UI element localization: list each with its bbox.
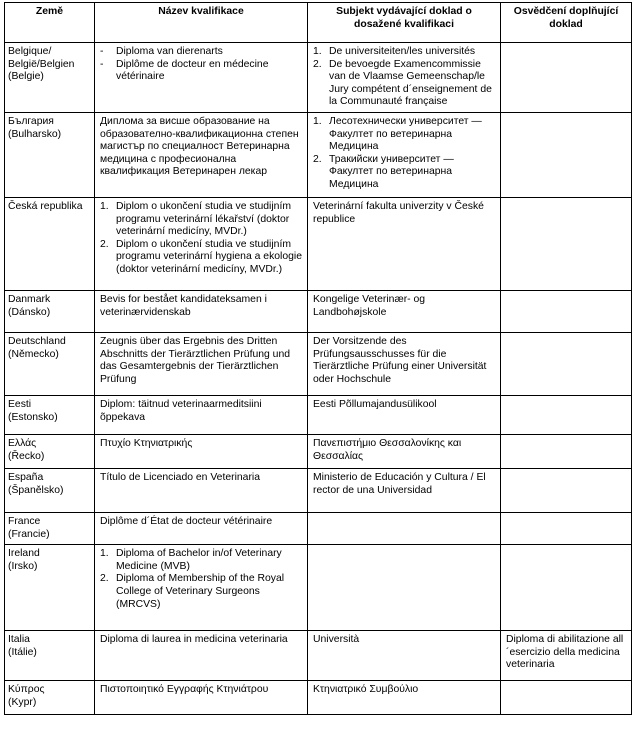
list-marker: 2. [100, 573, 109, 585]
country-name: (Estonsko) [8, 411, 58, 423]
column-header-awarding-body: Subjekt vydávající doklad o dosažené kvalifikaci [308, 3, 501, 43]
table-row [5, 512, 632, 544]
country-cell [5, 112, 95, 197]
table-row [5, 545, 632, 631]
country-cell [5, 395, 95, 434]
country-name: (Dánsko) [8, 306, 51, 318]
qualification-text: Diploma of Bachelor in/of Veterinary Medicine (MVB) [116, 548, 282, 572]
qualification-list [100, 201, 302, 277]
qualification-list-item [100, 201, 302, 239]
qualification-text: Título de Licenciado en Veterinaria [100, 471, 261, 483]
country-name: Eesti [8, 398, 32, 410]
country-name: (Belgie) [8, 71, 44, 83]
qualification-cell [95, 395, 308, 434]
certificate-cell [501, 395, 632, 434]
awarding-body-list [313, 46, 495, 109]
qualification-text: Πτυχίο Κτηνιατρικής [100, 437, 193, 449]
country-name: (Řecko) [8, 450, 45, 462]
awarding-body-cell [308, 681, 501, 715]
qualification-text: Diplôme de docteur en médecine vétérinaire [116, 58, 269, 83]
list-marker: 1. [313, 46, 322, 57]
awarding-body-list-item [313, 154, 495, 192]
country-name: Belgique/ [8, 46, 52, 57]
country-name: België/Belgien [8, 58, 75, 70]
column-header-certificate: Osvědčení doplňující doklad [501, 3, 632, 43]
awarding-body-cell [308, 197, 501, 290]
qualification-cell [95, 468, 308, 512]
qualification-cell [95, 332, 308, 395]
country-cell [5, 545, 95, 631]
qualification-list-item [100, 46, 302, 59]
country-name: (Německo) [8, 348, 59, 360]
country-name: Κύπρος [8, 684, 45, 696]
table-row [5, 631, 632, 681]
qualification-list [100, 46, 302, 84]
awarding-body-list-item [313, 59, 495, 109]
country-name: Danmark [8, 293, 51, 305]
qualification-cell [95, 434, 308, 468]
awarding-body-text: Veterinární fakulta univerzity v České republice [313, 200, 484, 225]
table-row [5, 43, 632, 113]
qualification-list-item [100, 59, 302, 84]
country-cell [5, 681, 95, 715]
country-name: Ελλάς [8, 437, 37, 449]
column-header-qualification: Název kvalifikace [95, 3, 308, 43]
table-row [5, 434, 632, 468]
qualification-cell [95, 681, 308, 715]
list-marker: - [100, 58, 104, 70]
table-row [5, 395, 632, 434]
certificate-cell [501, 434, 632, 468]
country-cell [5, 332, 95, 395]
qualification-text: Diplôme d´État de docteur vétérinaire [100, 515, 273, 527]
awarding-body-cell [308, 290, 501, 332]
certificate-cell [501, 545, 632, 631]
qualification-text: Diplom o ukončení studia ve studijním programu veterinární lékařství (doktor veterinární medicíny, MVDr.) [116, 200, 291, 238]
awarding-body-text: Kongelige Veterinær- og Landbohøjskole [313, 293, 426, 318]
awarding-body-cell [308, 332, 501, 395]
country-cell [5, 197, 95, 290]
awarding-body-list-item [313, 116, 495, 154]
list-marker: 1. [100, 548, 109, 560]
country-name: (Kypr) [8, 696, 37, 708]
qualification-list-item [100, 573, 302, 611]
qualification-cell [95, 197, 308, 290]
country-name: (Itálie) [8, 646, 37, 658]
awarding-body-cell [308, 112, 501, 197]
awarding-body-text: Лесотехнически университет — Факултет по ветеринарна Медицина [329, 115, 482, 153]
table-row [5, 468, 632, 512]
certificate-cell [501, 468, 632, 512]
list-marker: 2. [100, 238, 109, 250]
awarding-body-text: Тракийски университет — Факултет по ветеринарна Медицина [329, 153, 454, 190]
country-name: España [8, 471, 44, 483]
header-row [5, 3, 632, 43]
qualification-cell [95, 43, 308, 113]
certificate-cell [501, 681, 632, 715]
awarding-body-cell [308, 434, 501, 468]
country-cell [5, 43, 95, 113]
qualification-cell [95, 545, 308, 631]
qualification-cell [95, 512, 308, 544]
table-row [5, 290, 632, 332]
country-name: France [8, 515, 41, 527]
awarding-body-text: Ministerio de Educación y Cultura / El rector de una Universidad [313, 471, 486, 496]
qualification-list [100, 548, 302, 611]
qualification-text: Diploma di laurea in medicina veterinaria [100, 634, 288, 646]
list-marker: 1. [100, 200, 109, 212]
certificate-cell [501, 332, 632, 395]
country-name: (Španělsko) [8, 484, 64, 496]
table-row [5, 681, 632, 715]
qualification-cell [95, 290, 308, 332]
list-marker: - [100, 46, 104, 57]
certificate-text: Diploma di abilitazione all´esercizio della medicina veterinaria [506, 634, 624, 671]
awarding-body-text: Der Vorsitzende des Prüfungsausschusses für die Tierärztliche Prüfung einer Universität oder Hochschule [313, 335, 487, 385]
awarding-body-text: De universiteiten/les universités [329, 46, 476, 57]
country-cell [5, 434, 95, 468]
awarding-body-cell [308, 512, 501, 544]
awarding-body-cell [308, 631, 501, 681]
qualification-text: Diplom: täitnud veterinaarmeditsiini õppekava [100, 398, 262, 423]
column-header-country: Země [5, 3, 95, 43]
awarding-body-text: Πανεπιστήμιο Θεσσαλονίκης και Θεσσαλίας [313, 437, 462, 462]
certificate-cell [501, 112, 632, 197]
awarding-body-list [313, 116, 495, 192]
table-row [5, 112, 632, 197]
country-cell [5, 290, 95, 332]
country-name: Ireland [8, 548, 40, 560]
country-cell [5, 512, 95, 544]
table-row [5, 332, 632, 395]
list-marker: 2. [313, 58, 322, 70]
qualification-text: Zeugnis über das Ergebnis des Dritten Abschnitts der Tierärztlichen Prüfung und das Gesamtergebnis der Tierärztlichen Prüfung [100, 335, 291, 385]
awarding-body-list-item [313, 46, 495, 59]
qualification-text: Диплома за висше образование на образователно-квалификационна степен магистър по специалност Ветеринарна медицина с професионална квалификация Ветеринарен лекар [100, 115, 299, 178]
certificate-cell [501, 512, 632, 544]
country-name: (Bulharsko) [8, 128, 62, 140]
qualification-list-item [100, 239, 302, 277]
qualification-text: Diploma van dierenarts [116, 46, 223, 57]
awarding-body-text: De bevoegde Examencommissie van de Vlaamse Gemeenschap/le Jury compétent d´enseignement de la Communauté française [329, 58, 492, 108]
certificate-cell [501, 290, 632, 332]
awarding-body-cell [308, 545, 501, 631]
country-name: Italia [8, 634, 30, 646]
country-name: Česká republika [8, 200, 83, 212]
awarding-body-text: Κτηνιατρικό Συμβούλιο [313, 684, 419, 696]
list-marker: 1. [313, 115, 322, 127]
qualification-text: Diploma of Membership of the Royal College of Veterinary Surgeons (MRCVS) [116, 573, 285, 610]
qualification-text: Bevis for bestået kandidateksamen i veterinærvidenskab [100, 293, 267, 318]
qualification-cell [95, 112, 308, 197]
country-cell [5, 631, 95, 681]
qualification-cell [95, 631, 308, 681]
awarding-body-text: Eesti Põllumajandusülikool [313, 398, 437, 410]
qualification-list-item [100, 548, 302, 573]
qualifications-table [4, 2, 632, 715]
country-name: (Francie) [8, 528, 50, 540]
awarding-body-cell [308, 43, 501, 113]
country-name: (Irsko) [8, 560, 38, 572]
country-name: България [8, 115, 54, 127]
table-row [5, 197, 632, 290]
qualification-text: Diplom o ukončení studia ve studijním programu veterinární hygiena a ekologie (doktor veterinární medicíny, MVDr.) [116, 238, 302, 275]
awarding-body-cell [308, 468, 501, 512]
qualification-text: Πιστοποιητικό Εγγραφής Κτηνιάτρου [100, 684, 269, 696]
country-cell [5, 468, 95, 512]
awarding-body-text: Università [313, 634, 360, 646]
certificate-cell [501, 197, 632, 290]
country-name: Deutschland [8, 335, 66, 347]
awarding-body-cell [308, 395, 501, 434]
certificate-cell [501, 631, 632, 681]
certificate-cell [501, 43, 632, 113]
list-marker: 2. [313, 153, 322, 165]
